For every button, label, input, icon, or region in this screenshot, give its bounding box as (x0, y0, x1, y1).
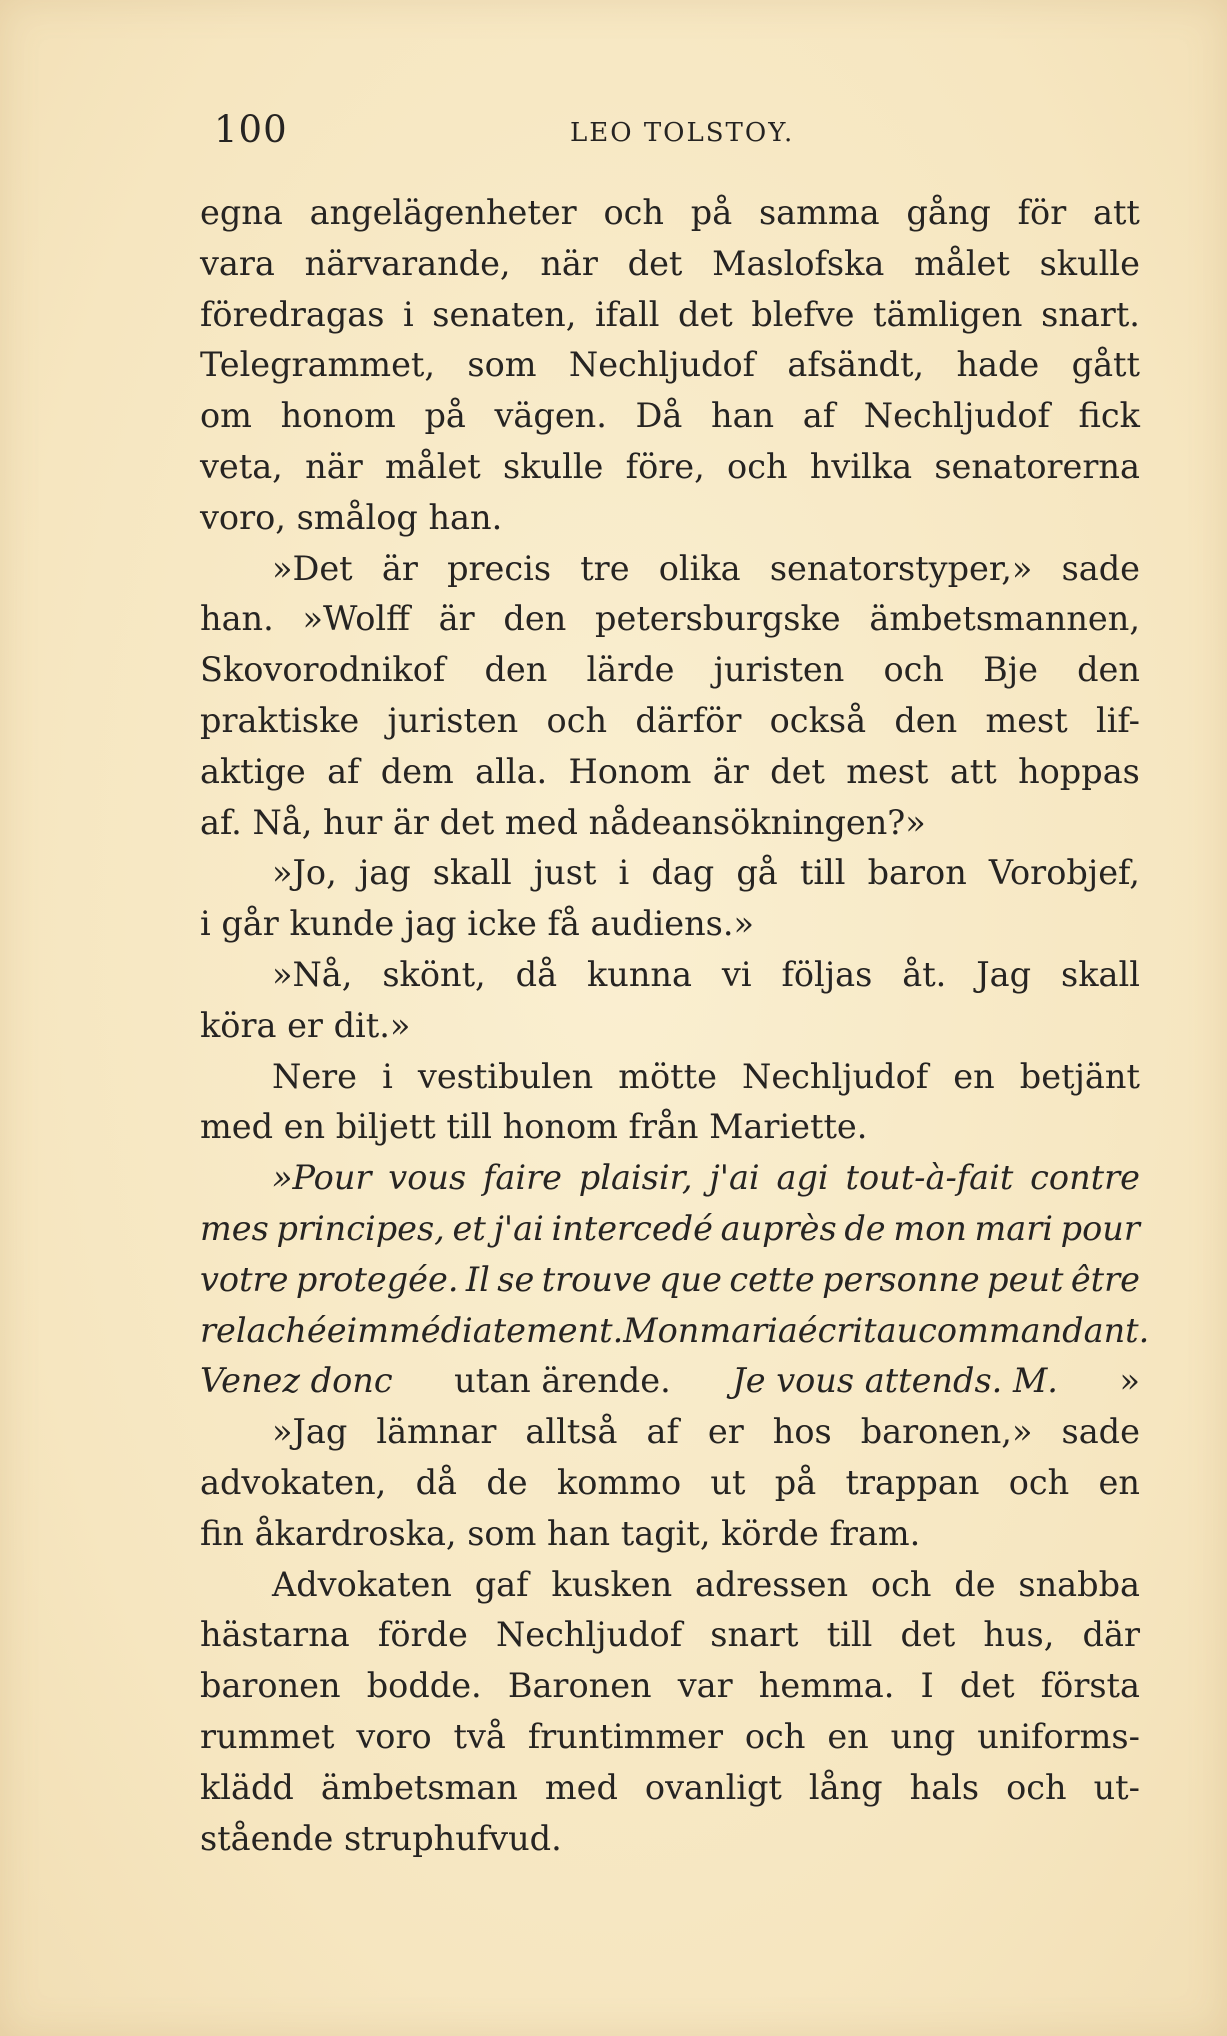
word: lång (808, 1767, 883, 1807)
word: ovanligt (644, 1767, 782, 1807)
word: då (415, 1462, 458, 1502)
text-segment-italic: Venez donc (200, 1361, 393, 1401)
word: tämligen (873, 294, 1023, 334)
word: olika (658, 548, 741, 588)
word: hvilka (809, 446, 913, 486)
word: senatorstyper,» (769, 548, 1033, 588)
word: trouve (541, 1259, 652, 1299)
word: tre (580, 548, 630, 588)
word: därför (635, 700, 742, 740)
word: ung (890, 1716, 956, 1756)
word: till (799, 853, 846, 893)
word: den (503, 599, 567, 639)
word: till (826, 1615, 873, 1655)
text-line (200, 950, 1140, 1001)
word: mari (699, 1310, 778, 1350)
word: det (900, 1615, 956, 1655)
word: fruntimmer (527, 1716, 723, 1756)
text-line (200, 645, 1140, 696)
word: förde (377, 1615, 468, 1655)
text-line (200, 442, 1140, 493)
text-line (200, 1763, 1140, 1814)
word: principes, (276, 1208, 445, 1248)
word: före, (625, 446, 705, 486)
text-line: stående struphufvud. (200, 1818, 562, 1858)
word: afsändt, (787, 345, 925, 385)
word: och (1006, 1767, 1067, 1807)
word: votre (200, 1259, 289, 1299)
word: i (382, 1056, 393, 1096)
word: personne (822, 1259, 980, 1299)
text-line (200, 848, 1140, 899)
text-segment: » (1119, 1361, 1140, 1401)
word: trappan (845, 1462, 980, 1502)
word: var (677, 1666, 733, 1706)
word: immédiatement. (346, 1310, 624, 1350)
word: Skovorodnikof (200, 650, 446, 690)
word: följas (781, 954, 873, 994)
word: j'ai (709, 1158, 760, 1198)
word: de (844, 1208, 886, 1248)
word: af (327, 751, 360, 791)
word: ut- (1093, 1767, 1140, 1807)
text-line-italic (200, 1306, 1150, 1357)
word: en (953, 1056, 995, 1096)
word: också (769, 700, 867, 740)
text-line (200, 239, 1140, 290)
word: om (200, 396, 252, 436)
word: lärde (586, 650, 675, 690)
text-line (200, 1712, 1140, 1763)
word: hos (772, 1412, 832, 1452)
word: att (1093, 193, 1140, 232)
text-line-italic (200, 1204, 1140, 1255)
word: skulle (503, 446, 604, 486)
word: se (497, 1259, 535, 1299)
word: kommo (556, 1462, 682, 1502)
word: snart. (1041, 294, 1140, 334)
word: där (1082, 1615, 1140, 1655)
text-line (200, 544, 1140, 595)
word: a (777, 1310, 798, 1350)
word: är (712, 751, 749, 791)
word: alla. (475, 751, 548, 791)
word: intercedé (551, 1208, 713, 1248)
word: Maslofska (712, 243, 885, 283)
word: sade (1061, 548, 1140, 588)
word: »Det (272, 548, 353, 588)
text-line (200, 696, 1140, 747)
text-line (200, 1407, 1140, 1458)
word: mest (846, 751, 929, 791)
word: af (646, 1412, 679, 1452)
word: honom (280, 396, 396, 436)
word: det (770, 751, 825, 791)
word: relachée (200, 1310, 347, 1350)
word: I (920, 1666, 934, 1706)
word: och (546, 700, 608, 740)
word: advokaten, (200, 1462, 387, 1502)
text-line (200, 1458, 1140, 1509)
word: praktiske (200, 700, 360, 740)
word: mes (200, 1208, 269, 1248)
text-line (200, 1610, 1140, 1661)
word: det (678, 294, 733, 334)
word: när (540, 243, 598, 283)
word: juristen (713, 650, 845, 690)
word: på (690, 193, 733, 232)
word: dag (651, 853, 715, 893)
text-line (200, 1560, 1140, 1611)
text-segment-italic: Je vous attends. M. (732, 1361, 1058, 1401)
word: plaisir, (578, 1158, 693, 1198)
word: er (707, 1412, 744, 1452)
word: Nechljudof (568, 345, 756, 385)
word: hoppas (1018, 751, 1140, 791)
text-line-mixed (200, 1356, 1140, 1407)
word: närvarande, (304, 243, 511, 283)
word: adressen (695, 1564, 849, 1604)
word: snart (710, 1615, 799, 1655)
word: Advokaten (272, 1564, 452, 1604)
word: Då (635, 396, 683, 436)
word: baron (867, 853, 967, 893)
word: i (618, 853, 630, 893)
word: egna (200, 193, 283, 232)
word: och (1008, 1462, 1070, 1502)
word: med (544, 1767, 618, 1807)
word: lämnar (376, 1412, 497, 1452)
word: jag (358, 853, 411, 893)
word: être (1070, 1259, 1140, 1299)
word: Nechljudof (863, 396, 1050, 436)
word: écrit (797, 1310, 877, 1350)
word: Vorobjef, (988, 853, 1140, 893)
word: föredragas (200, 294, 385, 334)
word: uniforms- (977, 1716, 1140, 1756)
word: hade (956, 345, 1040, 385)
word: hemma. (758, 1666, 895, 1706)
word: lif- (1096, 700, 1140, 740)
body-text (200, 188, 1150, 1864)
word: och (883, 650, 944, 690)
word: och (870, 1564, 932, 1604)
word: en (827, 1716, 869, 1756)
word: som (467, 345, 537, 385)
word: åt. (902, 954, 947, 994)
word: en (1098, 1462, 1140, 1502)
word: af (802, 396, 836, 436)
word: agi (776, 1158, 829, 1198)
word: Nechljudof (742, 1056, 929, 1096)
word: mon (893, 1208, 967, 1248)
word: aktige (200, 751, 306, 791)
word: och (603, 193, 664, 232)
word: snabba (1018, 1564, 1140, 1604)
word: »Jo, (272, 853, 337, 893)
text-line (200, 1661, 1140, 1712)
word: gaf (474, 1564, 529, 1604)
text-line-italic (200, 1153, 1140, 1204)
word: mest (985, 700, 1068, 740)
text-line (200, 188, 1140, 239)
word: målet (914, 243, 1010, 283)
word: just (533, 853, 597, 893)
word: skönt, (382, 954, 486, 994)
word: sade (1061, 1412, 1140, 1452)
word: vestibulen (417, 1056, 594, 1096)
word: ifall (594, 294, 660, 334)
word: »Jag (272, 1412, 348, 1452)
text-line: fin åkardroska, som han tagit, körde fram. (200, 1513, 921, 1553)
word: han (711, 396, 775, 436)
word: »Wolff (302, 599, 410, 639)
word: »Pour (272, 1158, 372, 1198)
word: bodde. (366, 1666, 482, 1706)
word: angelägenheter (309, 193, 577, 232)
word: et (452, 1208, 486, 1248)
word: Mon (623, 1310, 700, 1350)
word: på (774, 1462, 817, 1502)
word: skall (432, 853, 512, 893)
word: vara (200, 243, 275, 283)
word: och (727, 446, 788, 486)
word: ut (710, 1462, 746, 1502)
word: dem (380, 751, 454, 791)
page-header (200, 108, 1140, 158)
word: de (954, 1564, 996, 1604)
word: Telegrammet, (200, 345, 436, 385)
word: contre (1030, 1158, 1140, 1198)
word: skall (1061, 954, 1140, 994)
text-line (200, 747, 1140, 798)
word: klädd (200, 1767, 294, 1807)
word: är (438, 599, 475, 639)
word: på (424, 396, 466, 436)
word: peut (987, 1259, 1064, 1299)
text-line-italic (200, 1255, 1140, 1306)
word: senatorerna (934, 446, 1140, 486)
word: när (305, 446, 363, 486)
word: skulle (1039, 243, 1140, 283)
word: commandant. (918, 1310, 1150, 1350)
word: Nere (272, 1056, 357, 1096)
word: protegée. (295, 1259, 459, 1299)
word: gå (736, 853, 778, 893)
text-line: af. Nå, hur är det med nådeansökningen?» (200, 802, 926, 842)
word: voro (356, 1716, 432, 1756)
word: den (1077, 650, 1140, 690)
page-number: 100 (214, 108, 288, 151)
word: målet (385, 446, 481, 486)
word: juristen (387, 700, 519, 740)
text-segment: utan ärende. (454, 1361, 671, 1401)
word: den (894, 700, 958, 740)
word: senaten, (432, 294, 577, 334)
word: mari (974, 1208, 1053, 1248)
word: då (515, 954, 558, 994)
word: ämbetsman (320, 1767, 518, 1807)
text-line (200, 340, 1140, 391)
text-line: med en biljett till honom från Mariette. (200, 1107, 868, 1147)
word: Baronen (507, 1666, 652, 1706)
word: faire (483, 1158, 562, 1198)
word: pour (1060, 1208, 1140, 1248)
word: hästarna (200, 1615, 350, 1655)
word: är (381, 548, 418, 588)
word: Nechljudof (495, 1615, 683, 1655)
word: hus, (983, 1615, 1055, 1655)
word: kusken (551, 1564, 673, 1604)
word: gång (906, 193, 991, 232)
word: mötte (618, 1056, 717, 1096)
word: den (484, 650, 548, 690)
word: cette (729, 1259, 815, 1299)
word: för (1017, 193, 1067, 232)
word: kunna (586, 954, 692, 994)
word: de (486, 1462, 528, 1502)
word: ämbetsmannen, (869, 599, 1140, 639)
word: alltså (525, 1412, 618, 1452)
word: j'ai (493, 1208, 544, 1248)
word: Bje (983, 650, 1038, 690)
word: första (1040, 1666, 1140, 1706)
word: vi (721, 954, 752, 994)
word: au (876, 1310, 919, 1350)
word: baronen,» (860, 1412, 1033, 1452)
word: Jag (976, 954, 1032, 994)
word: han. (200, 599, 274, 639)
word: baronen (200, 1666, 341, 1706)
word: veta, (200, 446, 283, 486)
word: rummet (200, 1716, 335, 1756)
word: blefve (751, 294, 855, 334)
word: petersburgske (595, 599, 841, 639)
word: samma (758, 193, 880, 232)
word: que (659, 1259, 722, 1299)
word: det (627, 243, 683, 283)
word: Honom (568, 751, 692, 791)
word: att (949, 751, 997, 791)
text-line (200, 290, 1140, 341)
text-line (200, 1052, 1140, 1103)
word: auprès (720, 1208, 837, 1248)
word: vägen. (494, 396, 607, 436)
word: gått (1071, 345, 1140, 385)
word: betjänt (1019, 1056, 1140, 1096)
word: precis (447, 548, 552, 588)
word: vous (388, 1158, 467, 1198)
word: hals (909, 1767, 980, 1807)
word: i (403, 294, 414, 334)
word: Il (465, 1259, 490, 1299)
text-line (200, 594, 1140, 645)
text-line: i går kunde jag icke få audiens.» (200, 904, 754, 944)
running-head: LEO TOLSTOY. (570, 118, 795, 148)
text-line: köra er dit.» (200, 1005, 411, 1045)
text-line: voro, smålog han. (200, 497, 503, 537)
word: tout-à-fait (845, 1158, 1014, 1198)
word: det (959, 1666, 1015, 1706)
word: »Nå, (272, 954, 353, 994)
word: två (453, 1716, 506, 1756)
word: fick (1078, 396, 1140, 436)
text-line (200, 391, 1140, 442)
word: och (744, 1716, 806, 1756)
